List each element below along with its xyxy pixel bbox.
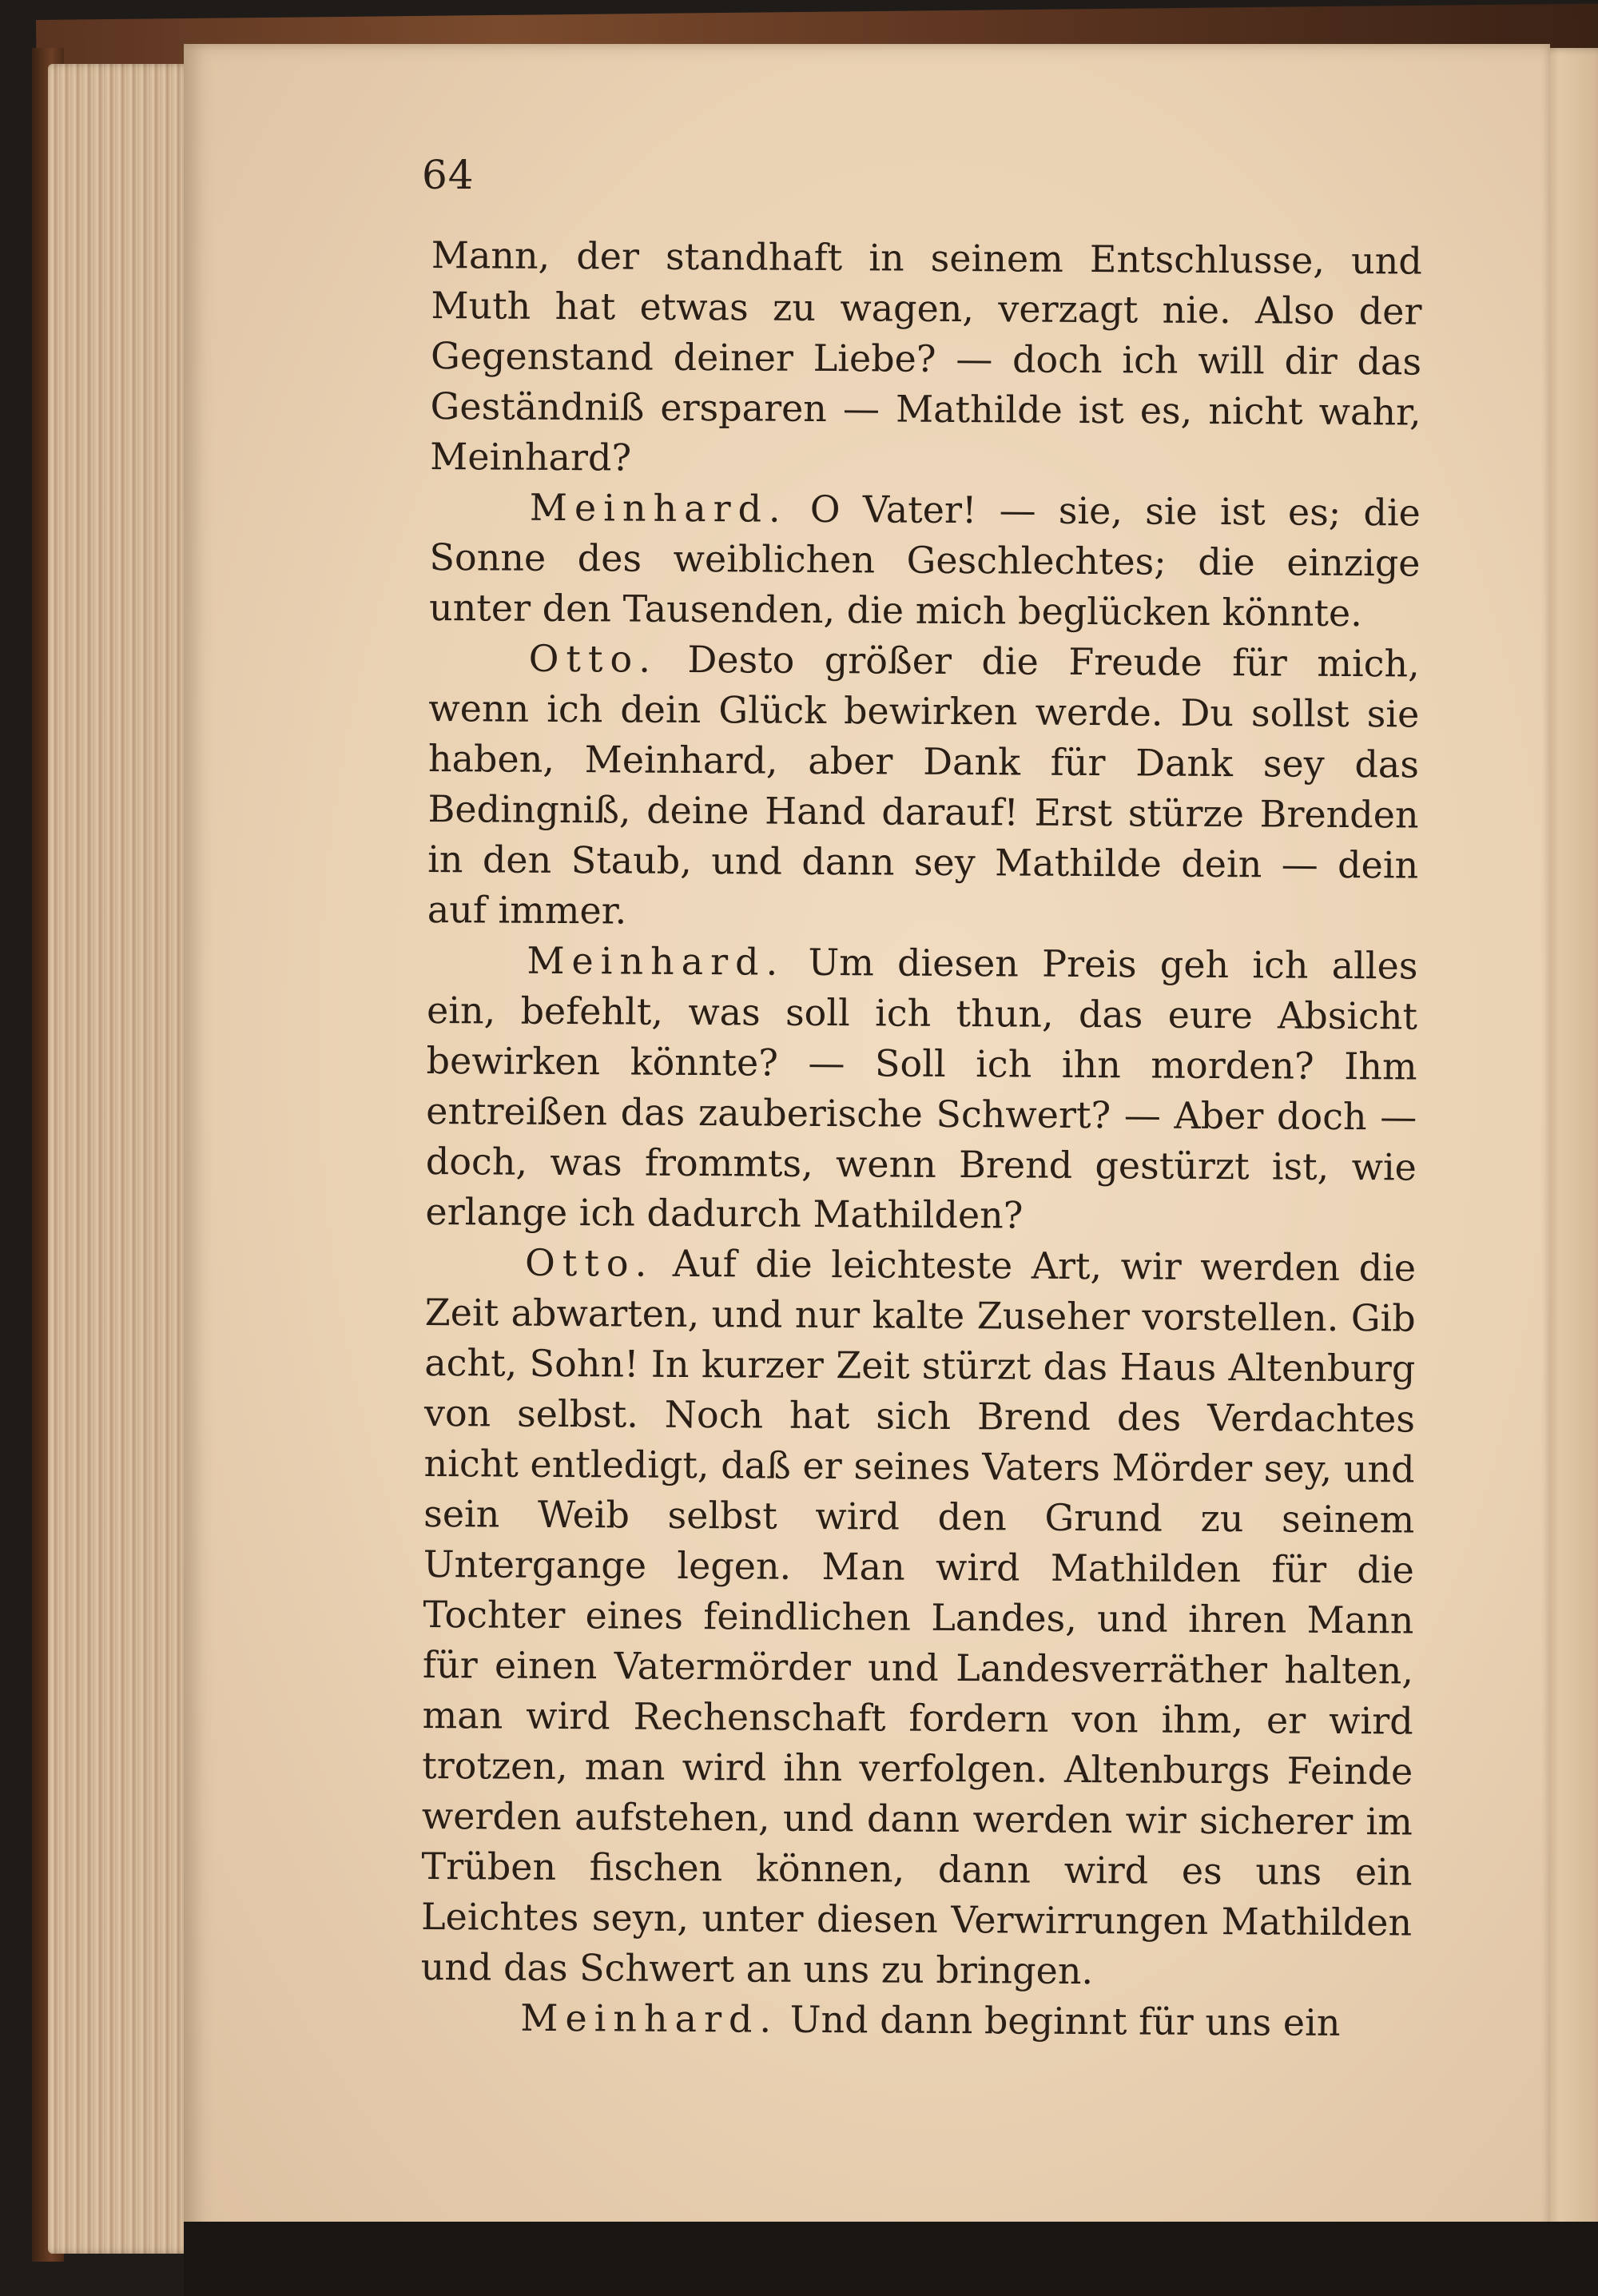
speaker-name: Otto. [524,1240,654,1285]
dialogue-paragraph [429,482,1421,639]
page-number: 64 [422,152,475,198]
dialogue-text: Auf die leichteste Art, wir werden die Zeit abwarten, und nur kalte Zuseher vorstellen. Gib acht, Sohn! In kurzer Zeit stürzt das Haus Altenburg von selbst. Noch hat sich Brend des Verdachtes nicht entledigt, daß er seines Vaters Mörder sey, und sein Weib selbst wird den Grund zu seinem Untergange legen. Man wird Mathilden für die Tochter eines feindlichen Landes, und ihren Mann für einen Vatermörder und Landesverräther halten, man wird Rechenschaft fordern von ihm, er wird trotzen, man wird ihn verfolgen. Altenburgs Feinde werden aufstehen, und dann werden wir sicherer im Trüben fischen können, dann wird es uns ein Leichtes seyn, unter diesen Verwirrungen Mathilden und das Schwert an uns zu bringen. [420,1241,1417,1993]
dialogue-paragraph [427,633,1420,941]
paragraph-text: Mann, der standhaft in seinem Entschlusse, und Muth hat etwas zu wagen, verzagt nie. Also der Gegenstand deiner Liebe? — doch ich will dir das Geständniß ersparen — Mathilde ist es, nicht wahr, Meinhard? [430,233,1422,479]
speaker-name: Otto. [528,636,658,681]
speaker-name: Meinhard. [527,938,785,984]
bottom-shadow [184,2222,1598,2296]
page-stack-edges [48,64,200,2254]
paragraph [430,230,1422,488]
dialogue-text: Desto größer die Freude für mich, wenn ich dein Glück bewirken werde. Du sollst sie haben, Meinhard, aber Dank für Dank sey das Bedingniß, deine Hand darauf! Erst stürze Brenden in den Staub, und dann sey Mathilde dein — dein auf immer. [427,637,1420,933]
dialogue-text: Und dann beginnt für uns ein [789,1997,1341,2044]
page-text-block [420,230,1422,2049]
dialogue-text: O Vater! — sie, sie ist es; die Sonne des weiblichen Geschlechtes; die einzige unter den Tausenden, die mich beglücken könnte. [428,487,1421,635]
speaker-name: Meinhard. [529,485,788,531]
dialogue-paragraph [425,935,1417,1244]
dialogue-paragraph [420,1992,1411,2049]
speaker-name: Meinhard. [520,1996,779,2041]
dialogue-text: Um diesen Preis geh ich alles ein, befehlt, was soll ich thun, das eure Absicht bewirken könnte? — Soll ich ihn morden? Ihm entreißen das zauberische Schwert? — Aber doch — doch, was frommts, wenn Brend gestürzt ist, wie erlange ich dadurch Mathilden? [425,940,1418,1237]
dialogue-paragraph [421,1237,1417,1999]
